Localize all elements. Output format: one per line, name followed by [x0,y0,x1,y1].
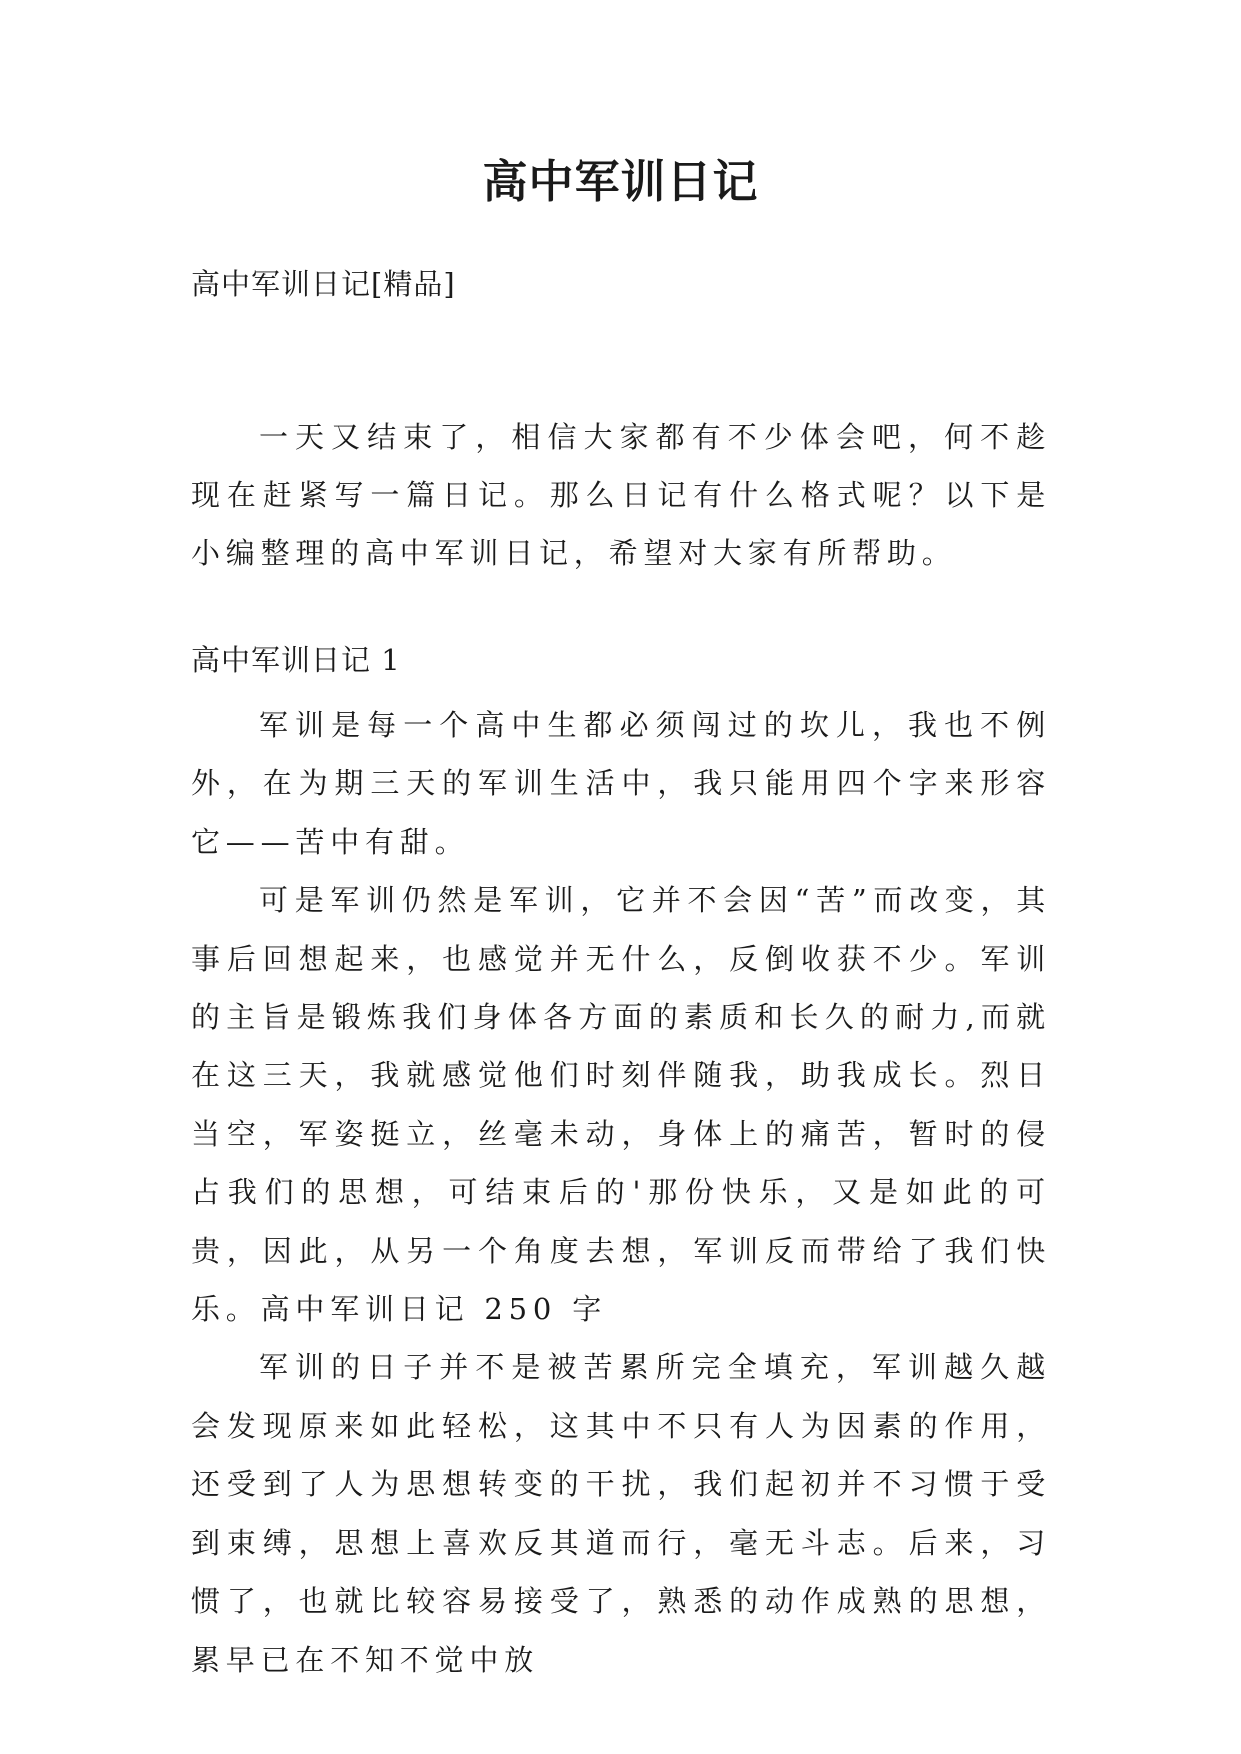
intro-block [191,408,1051,582]
body-paragraph: 军训是每一个高中生都必须闯过的坎儿，我也不例外，在为期三天的军训生活中，我只能用四个字来形容它——苦中有甜。 [191,708,1051,859]
intro-paragraph: 一天又结束了，相信大家都有不少体会吧，何不趁现在赶紧写一篇日记。那么日记有什么格式呢？以下是小编整理的高中军训日记，希望对大家有所帮助。 [191,420,1051,570]
document-subtitle: 高中军训日记[精品] [191,267,456,301]
body-paragraph: 军训的日子并不是被苦累所完全填充，军训越久越会发现原来如此轻松，这其中不只有人为因素的作用，还受到了人为思想转变的干扰，我们起初并不习惯于受到束缚，思想上喜欢反其道而行，毫无斗志。后来，习惯了，也就比较容易接受了，熟悉的动作成熟的思想，累早已在不知不觉中放 [191,1350,1051,1677]
document-title: 高中军训日记 [482,155,759,208]
section-heading: 高中军训日记 1 [191,643,401,677]
body-paragraph: 可是军训仍然是军训，它并不会因“苦”而改变，其事后回想起来，也感觉并无什么，反倒收获不少。军训的主旨是锻炼我们身体各方面的素质和长久的耐力,而就在这三天，我就感觉他们时刻伴随我，助我成长。烈日当空，军姿挺立，丝毫未动，身体上的痛苦，暂时的侵占我们的思想，可结束后的'那份快乐，又是如此的可贵，因此，从另一个角度去想，军训反而带给了我们快乐。高中军训日记 250 字 [191,883,1051,1327]
section-body [191,696,1051,1689]
